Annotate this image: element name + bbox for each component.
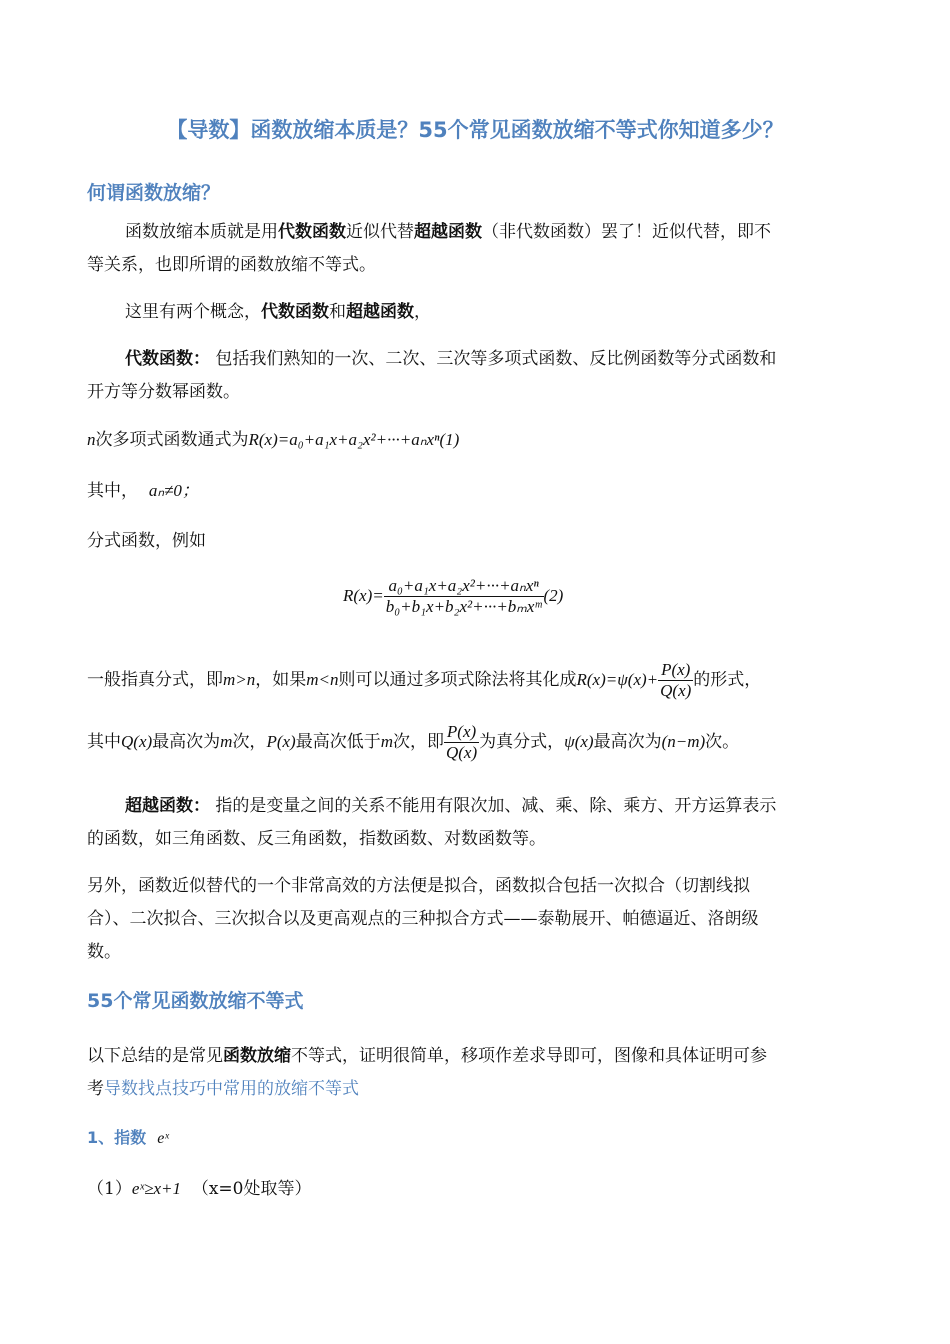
paragraph-summary-line1: 以下总结的是常见函数放缩不等式，证明很简单，移项作差求导即可，图像和具体证明可参 <box>87 1046 767 1066</box>
paragraph-essence-line1: 函数放缩本质就是用代数函数近似代替超越函数（非代数函数）罢了！近似代替，即不 <box>125 222 771 242</box>
degree-explanation-line: 其中Q(x)最高次为m次，P(x)最高次低于m次，即 $\frac{P(x)}{Q(x)}$ 为真分式，ψ(x)最高次为(n−m)次。 <box>87 722 740 762</box>
paragraph-algebraic-line1: 代数函数： 包括我们熟知的一次、二次、三次等多项式函数、反比例函数等分式函数和 <box>125 349 777 369</box>
formula-1: R(x)=a₀+a₁x+a₂x²+···+aₙxⁿ(1) <box>248 430 460 449</box>
polynomial-formula-line: n次多项式函数通式为R(x)=a₀+a₁x+a₂x²+···+aₙxⁿ(1) <box>87 430 460 450</box>
section-heading-what-is: 何谓函数放缩？ <box>87 182 221 204</box>
inequality-1-formula: eˣ≥x+1 <box>131 1179 182 1198</box>
paragraph-transcendental-line1: 超越函数： 指的是变量之间的关系不能用有限次加、减、乘、除、乘方、开方运算表示 <box>125 796 777 816</box>
paragraph-two-concepts: 这里有两个概念，代数函数和超越函数， <box>125 302 431 322</box>
paragraph-fitting-line2: 合）、二次拟合、三次拟合以及更高观点的三种拟合方式——泰勒展开、帕德逼近、洛朗级 <box>87 909 759 929</box>
paragraph-summary-line2: 考导数找点技巧中常用的放缩不等式 <box>87 1079 359 1099</box>
subheading-exponential: 1、指数 eˣ <box>87 1128 169 1147</box>
page-title: 【导数】函数放缩本质是？55个常见函数放缩不等式你知道多少？ <box>166 118 784 142</box>
formula-an-nonzero: aₙ≠0； <box>148 481 199 500</box>
section-heading-55-inequalities: 55个常见函数放缩不等式 <box>87 990 304 1012</box>
paragraph-fitting-line1: 另外，函数近似替代的一个非常高效的方法便是拟合，函数拟合包括一次拟合（切割线拟 <box>87 876 750 896</box>
fraction-example-intro: 分式函数，例如 <box>87 531 206 551</box>
proper-fraction-line: 一般指真分式，即m>n，如果m<n则可以通过多项式除法将其化成R(x)=ψ(x)+ $\frac{P(x)}{Q(x)}$ 的形式， <box>87 660 762 700</box>
paragraph-transcendental-line2: 的函数，如三角函数、反三角函数，指数函数、对数函数等。 <box>87 829 546 849</box>
formula-2: R(x)= $\frac{\text{a₀+a₁x+a₂x²+···+aₙxⁿ}}{\text{b₀+b₁x+b₂x²+···+bₘxᵐ}}$ (2) <box>343 576 564 616</box>
reference-link[interactable]: 导数找点技巧中常用的放缩不等式 <box>104 1079 359 1099</box>
where-an-line: 其中， aₙ≠0； <box>87 481 199 501</box>
paragraph-essence-line2: 等关系，也即所谓的函数放缩不等式。 <box>87 255 376 275</box>
paragraph-algebraic-line2: 开方等分数幂函数。 <box>87 382 240 402</box>
inequality-item-1: （1）eˣ≥x+1 （x=0处取等） <box>87 1179 312 1199</box>
paragraph-fitting-line3: 数。 <box>87 942 121 962</box>
